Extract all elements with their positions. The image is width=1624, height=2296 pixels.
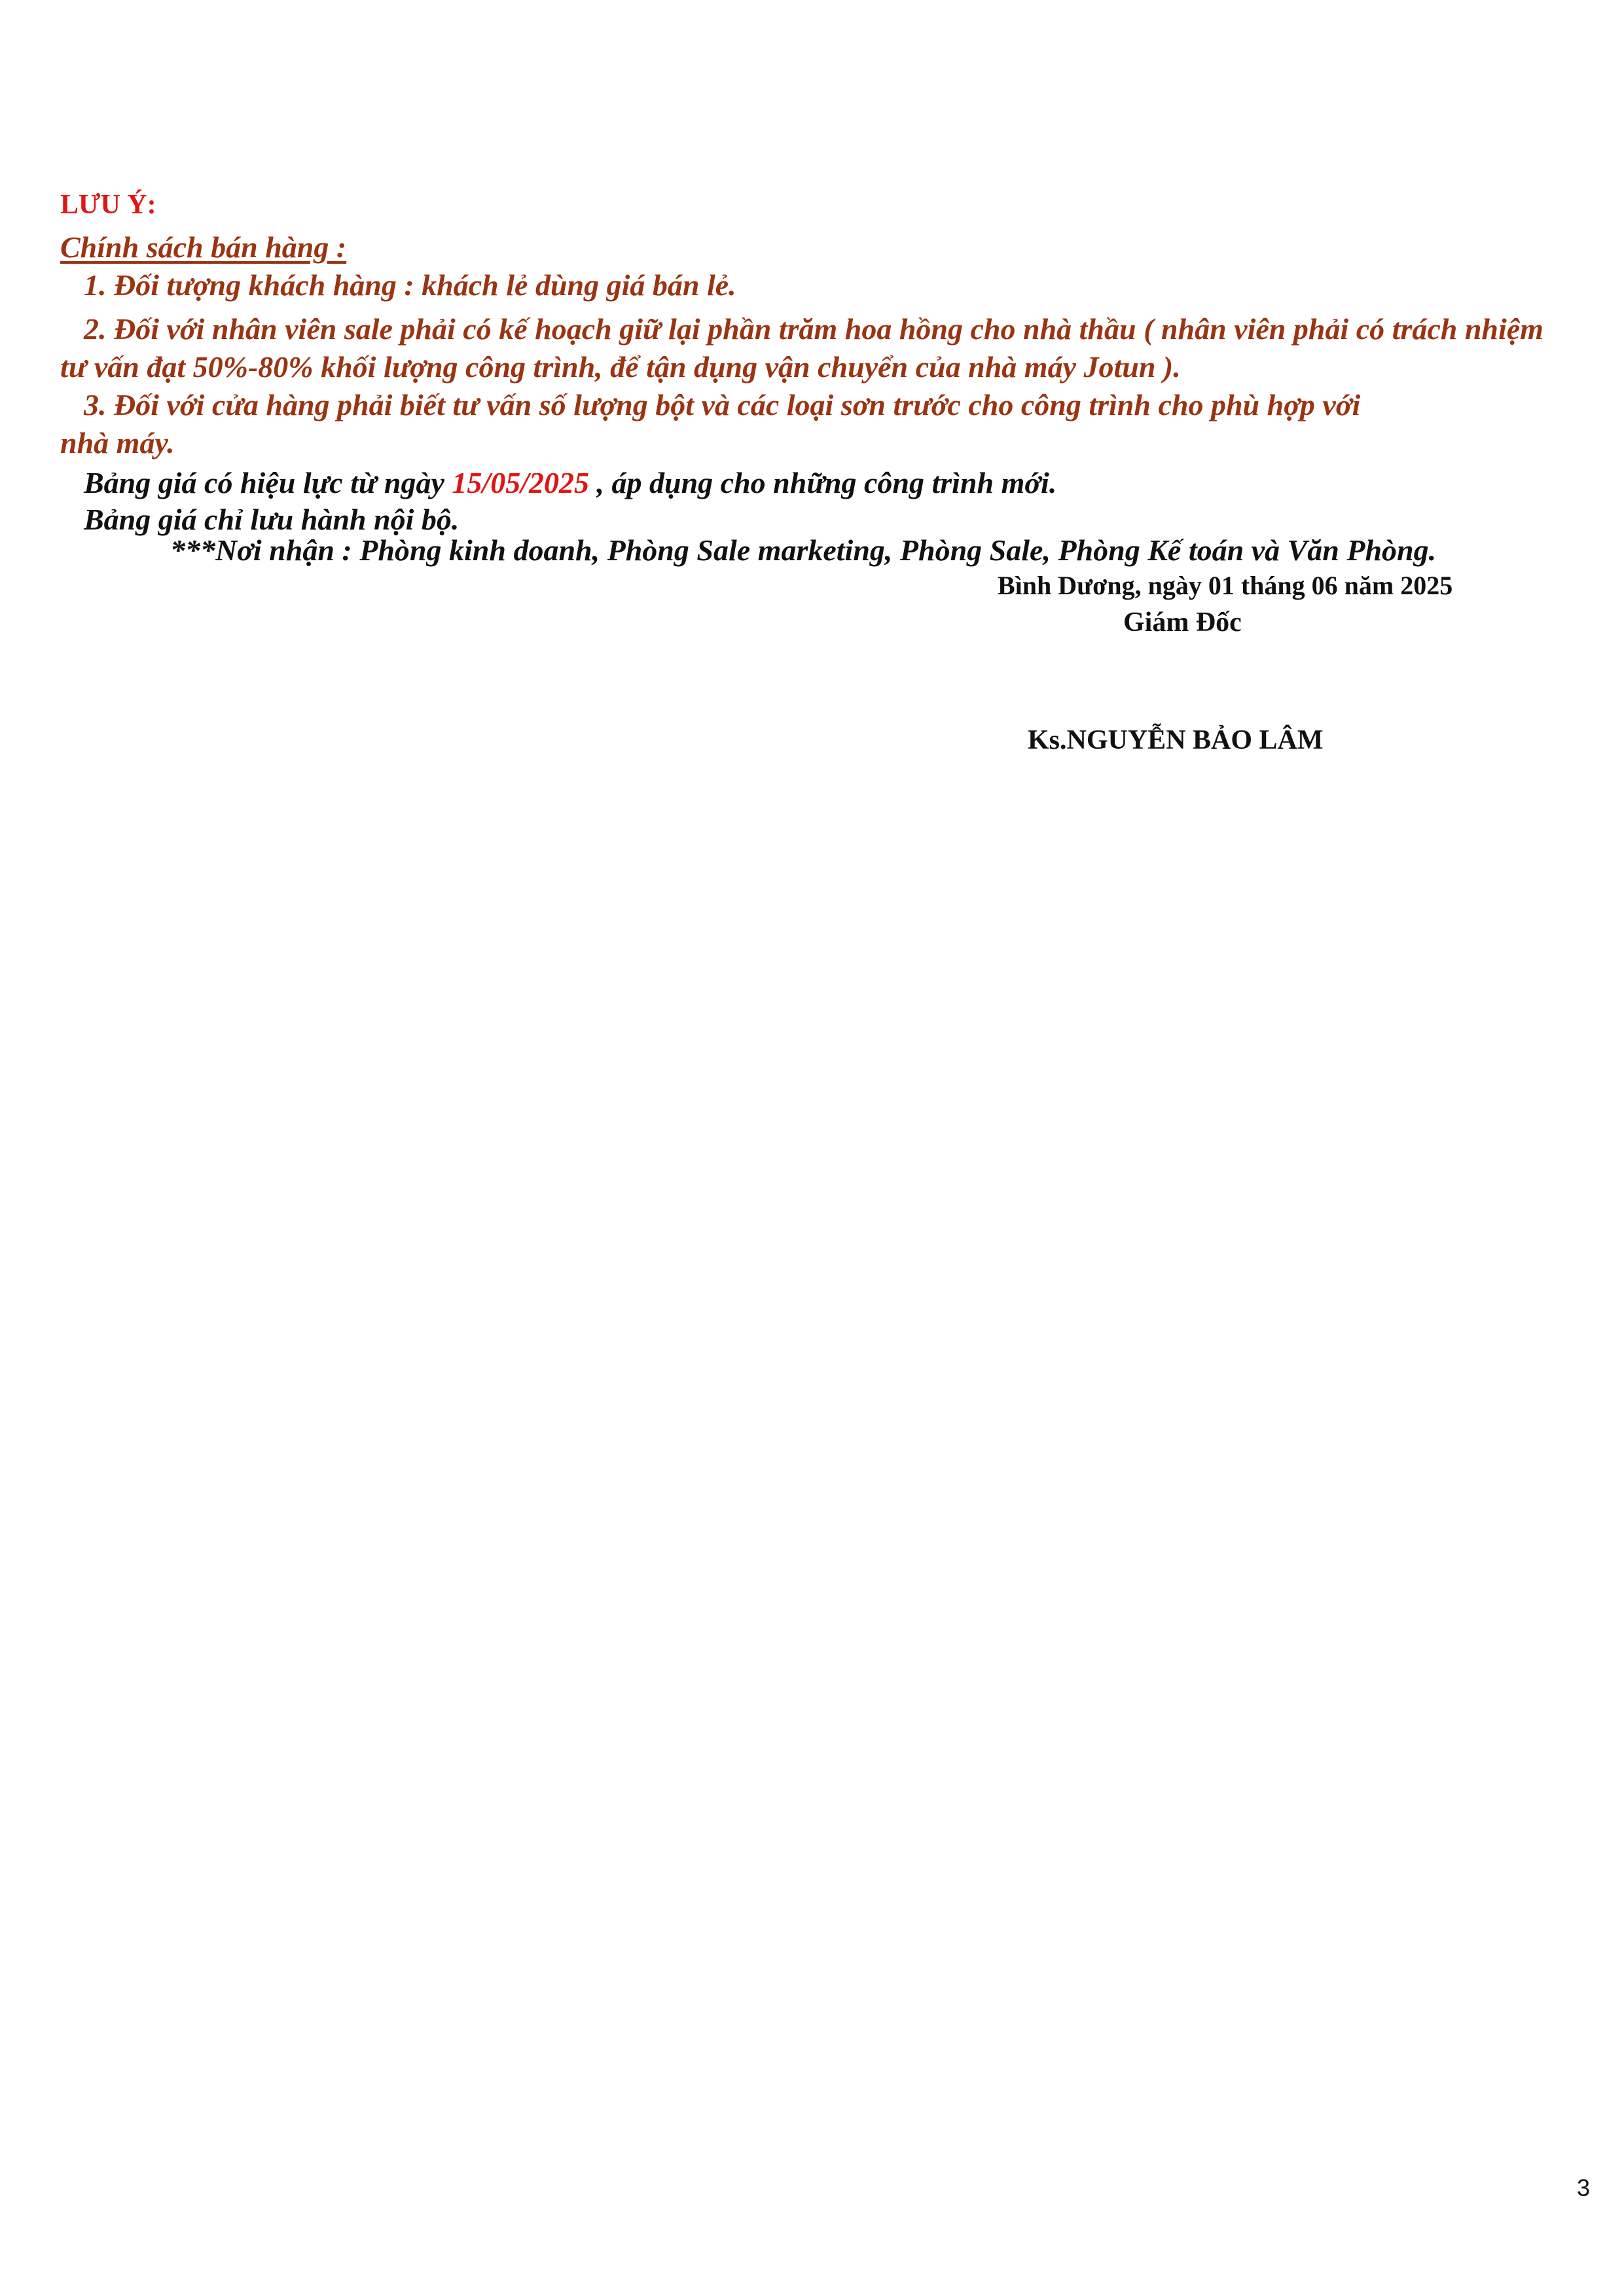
validity-prefix: Bảng giá có hiệu lực từ ngày [84,466,452,499]
policy-item-2-line-2: tư vấn đạt 50%-80% khối lượng công trình, để tận dụng vận chuyển của nhà máy Jotun ). [60,350,1181,384]
note-heading: LƯU Ý: [60,190,156,220]
policy-item-1: 1. Đối tượng khách hàng : khách lẻ dùng giá bán lẻ. [84,268,736,302]
policy-item-3-line-1: 3. Đối với cửa hàng phải biết tư vấn số lượng bột và các loại sơn trước cho công trình cho phù hợp với [84,388,1361,422]
policy-title: Chính sách bán hàng : [60,230,347,264]
recipients-line: ***Nơi nhận : Phòng kinh doanh, Phòng Sale marketing, Phòng Sale, Phòng Kế toán và Văn Phòng. [170,533,1437,567]
place-and-date: Bình Dương, ngày 01 tháng 06 năm 2025 [998,571,1453,600]
validity-line [84,468,1056,498]
signer-position: Giám Đốc [1123,607,1242,637]
policy-item-2-line-1: 2. Đối với nhân viên sale phải có kế hoạch giữ lại phần trăm hoa hồng cho nhà thầu ( nhân viên phải có trách nhiệm [84,312,1543,346]
policy-item-3-line-2: nhà máy. [60,426,175,459]
page-number: 3 [1576,2174,1590,2201]
signer-name: Ks.NGUYỄN BẢO LÂM [1028,725,1324,755]
validity-date: 15/05/2025 [452,466,589,499]
validity-suffix: , áp dụng cho những công trình mới. [588,466,1057,499]
internal-circulation-note: Bảng giá chỉ lưu hành nội bộ. [84,503,460,536]
